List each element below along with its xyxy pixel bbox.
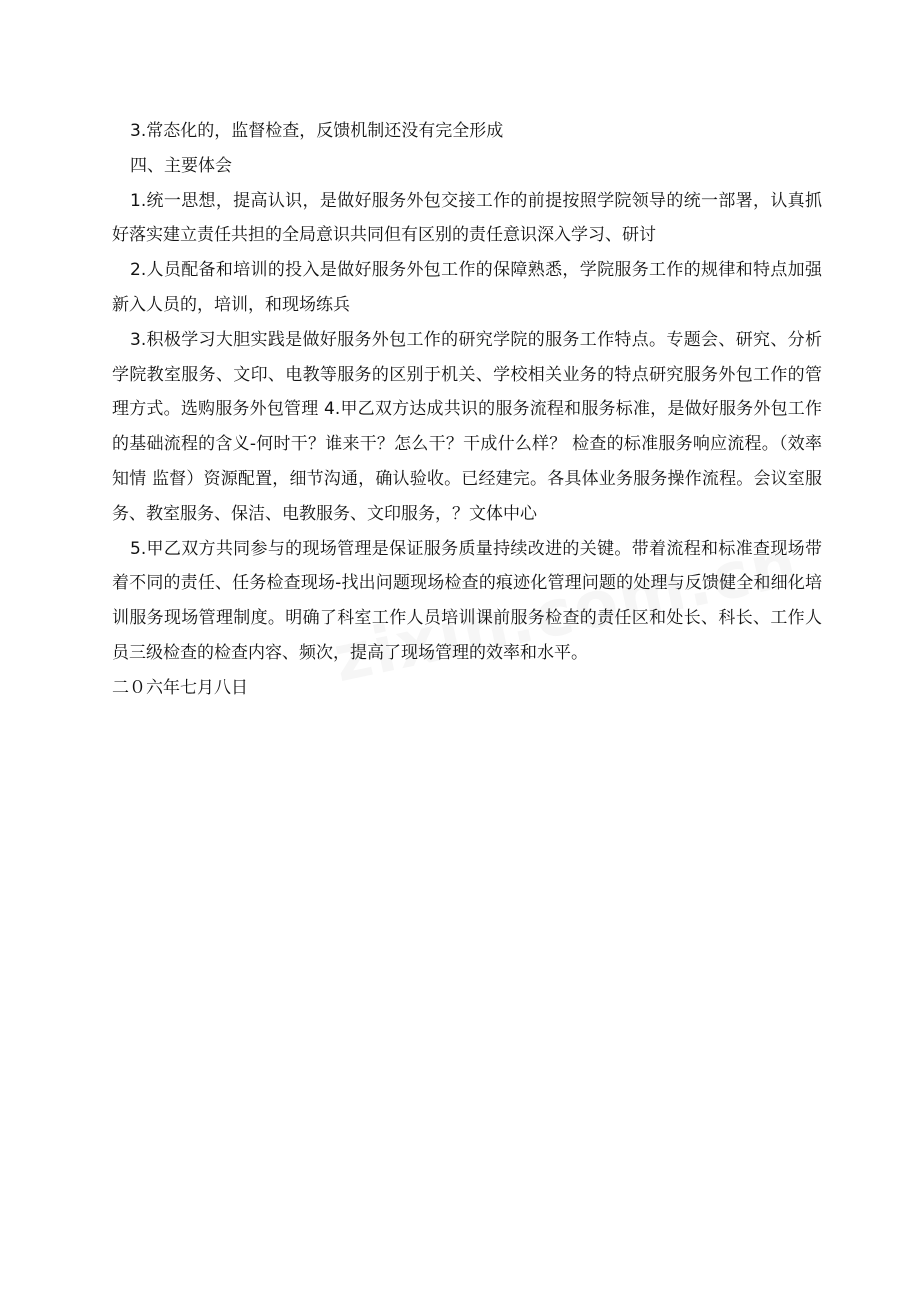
paragraph-active-learning: 3.积极学习大胆实践是做好服务外包工作的研究学院的服务工作特点。专题会、研究、分析学院教室服务、文印、电教等服务的区别于机关、学校相关业务的特点研究服务外包工作的管理方式。选购服务外包管理 4.甲乙双方达成共识的服务流程和服务标准，是做好服务外包工作的基础流程的含义-何时干？谁来干？怎么干？干成什么样？ 检查的标准服务响应流程。（效率 知情 监督）资源配置，细节沟通，确认验收。已经建完。各具体业务服务操作流程。会议室服务、教室服务、保洁、电教服务、文印服务，？文体中心 xyxy=(112,329,822,524)
paragraph-staffing-training: 2.人员配备和培训的投入是做好服务外包工作的保障熟悉，学院服务工作的规律和特点加强新入人员的，培训，和现场练兵 xyxy=(112,260,822,315)
document-body xyxy=(112,114,822,706)
paragraph-unify-thinking: 1.统一思想，提高认识，是做好服务外包交接工作的前提按照学院领导的统一部署，认真抓好落实建立责任共担的全局意识共同但有区别的责任意识深入学习、研讨 xyxy=(112,190,822,246)
paragraph-onsite-management: 5.甲乙双方共同参与的现场管理是保证服务质量持续改进的关键。带着流程和标准查现场带着不同的责任、任务检查现场-找出问题现场检查的痕迹化管理问题的处理与反馈健全和细化培训服务现场管理制度。明确了科室工作人员培训课前服务检查的责任区和处长、科长、工作人员三级检查的检查内容、频次，提高了现场管理的效率和水平。 xyxy=(112,538,822,663)
paragraph-feedback-mechanism: 3.常态化的，监督检查，反馈机制还没有完全形成 xyxy=(130,121,504,141)
document-date: 二０六年七月八日 xyxy=(112,677,248,698)
section-heading-main-insights: 四、主要体会 xyxy=(130,155,232,176)
